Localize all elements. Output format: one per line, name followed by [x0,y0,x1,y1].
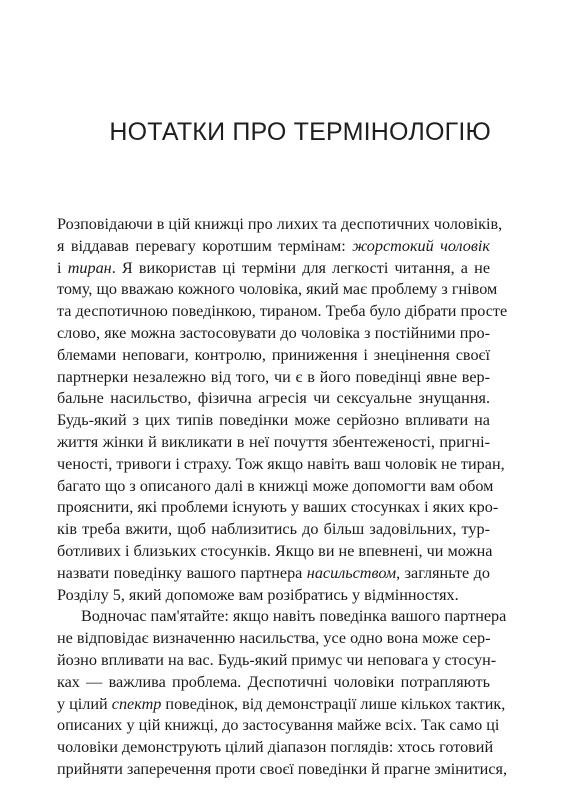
text-line [57,497,499,519]
text-run: Будь-який з цих типів поведінки може серйозно впливати на [57,411,490,430]
page-title: НОТАТКИ ПРО ТЕРМІНОЛОГІЮ [109,118,491,146]
text-line [57,323,490,345]
text-line [57,258,490,280]
text-run: ченості, тривоги і страху. Тож якщо навіть ваш чоловік не тиран, [57,454,505,473]
text-line [57,650,497,672]
paragraph [57,214,508,606]
text-line [57,236,490,258]
text-line [57,715,500,737]
body-text [57,214,508,781]
text-run: . Я використав ці терміни для легкості читання, а не [111,258,491,277]
text-line [57,519,490,541]
text-line [57,367,490,389]
text-line [57,672,490,694]
paragraph [57,606,508,780]
italic-term: насильством [306,563,397,582]
text-line [57,432,490,454]
text-run: ках — важлива проблема. Деспотичні чоловіки потрапляють [57,672,490,691]
text-run: Розповідаючи в цій книжці про лихих та деспотичних чоловіків, [57,215,503,233]
italic-term: тиран [67,258,112,277]
text-line [57,388,490,410]
text-line [57,214,503,236]
text-run: у цілий [57,694,112,713]
italic-term: жорстокий чоловік [352,236,491,255]
text-run: йозно впливати на вас. Будь-який примус чи неповага у стосун- [57,650,497,669]
text-line [57,628,490,650]
text-line [57,694,506,716]
text-run: багато що з описаного далі в книжці може допомогти вам обом [57,476,494,495]
text-line [57,759,508,781]
text-line [57,301,508,323]
text-line [57,345,490,367]
text-run: Водночас пам'ятайте: якщо навіть поведінка вашого партнера [81,607,507,626]
text-run: слово, яке можна застосовувати до чоловіка з постійними про- [57,323,490,342]
text-line [57,279,498,301]
text-run: бальне насильство, фізична агресія чи сексуальне знущання. [57,389,490,408]
text-run: ботливих і близьких стосунків. Якщо ви не впевнені, чи можна [57,541,493,560]
text-run: та деспотичною поведінкою, тираном. Треба було дібрати просте [57,302,508,321]
text-run: поведінок, від демонстрації лише кількох тактик, [161,694,506,713]
text-line [57,563,490,585]
text-line [57,606,507,628]
text-run: блемами неповаги, контролю, приниження і знецінення своєї [57,345,490,364]
text-line [57,454,505,476]
text-run: і [57,258,68,277]
text-run: партнерки незалежно від того, чи є в його поведінці явне вер- [57,367,490,386]
text-line [57,585,490,607]
text-run: чоловіки демонструють цілий діапазон поглядів: хтось готовий [57,738,494,757]
text-run: ків треба вжити, щоб наблизитись до більш задовільних, тур- [57,520,490,539]
text-run: життя жінки й викликати в неї почуття збентеженості, пригні- [57,432,490,451]
text-run: прояснити, які проблеми існують у ваших стосунках і яких кро- [57,498,499,517]
text-line [57,476,494,498]
text-line [57,541,493,563]
text-run: описаних у цій книжці, до застосування майже всіх. Так само ці [57,716,500,735]
text-run: назвати поведінку вашого партнера [57,563,307,582]
text-run: не відповідає визначенню насильства, усе одно вона може сер- [57,629,491,648]
text-run: , загляньте до [396,563,490,582]
text-run: я віддавав перевагу коротшим термінам: [57,236,353,255]
italic-term: спектр [111,694,162,713]
text-line [57,737,494,759]
text-run: прийняти заперечення проти своєї поведінки й прагне змінитися, [57,759,508,778]
text-run: Розділу 5, який допоможе вам розібратись у відмінностях. [57,585,459,604]
text-line [57,410,490,432]
text-run: тому, що вважаю кожного чоловіка, який має проблему з гнівом [57,280,498,299]
